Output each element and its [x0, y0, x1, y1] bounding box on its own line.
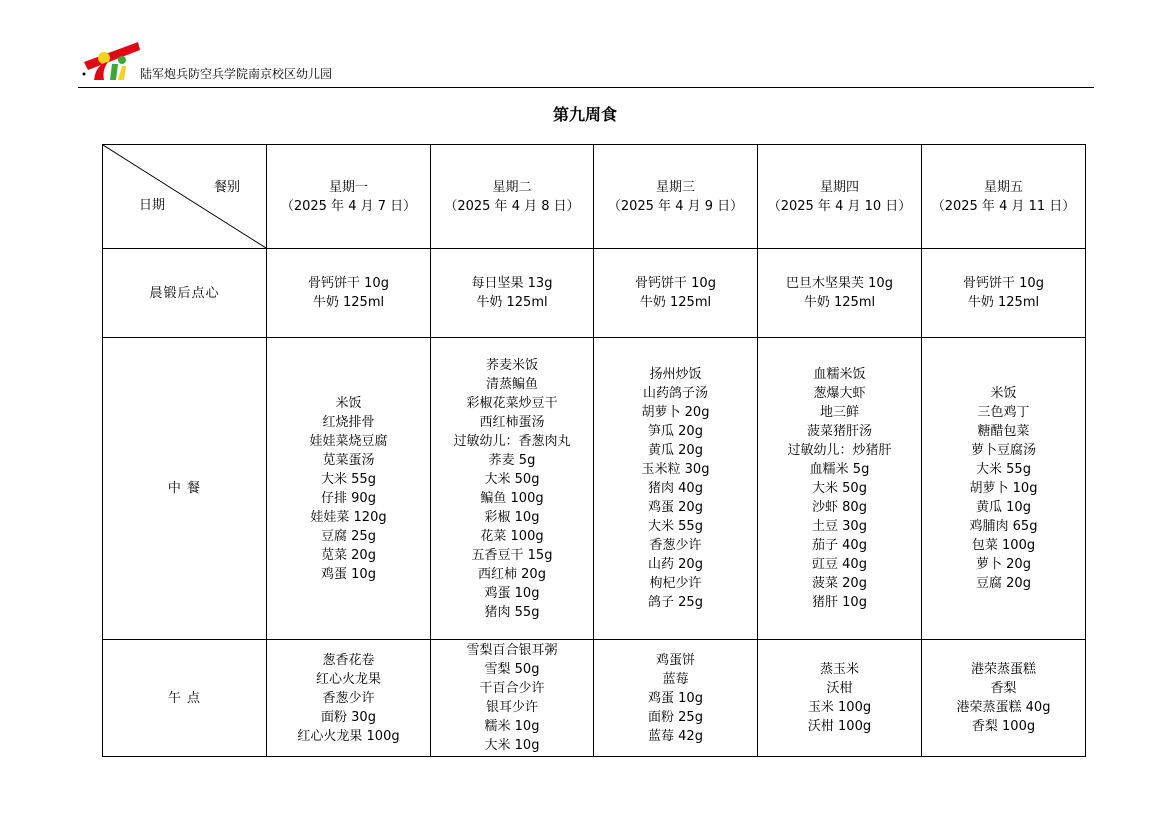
menu-item: 花菜 100g	[480, 528, 544, 544]
menu-item: 山药鸽子汤	[642, 386, 708, 401]
day-date: （2025 年 4 月 9 日）	[607, 198, 744, 214]
menu-item: 米饭	[335, 395, 362, 411]
menu-item: 红心火龙果 100g	[297, 728, 400, 744]
menu-item: 菠菜猪肝汤	[806, 424, 872, 439]
menu-item: 彩椒 10g	[484, 509, 540, 525]
day-name: 星期四	[819, 179, 859, 195]
diagonal-divider	[103, 145, 266, 248]
menu-item: 鸡蛋 20g	[648, 500, 703, 515]
menu-item: 包菜 100g	[971, 538, 1036, 553]
menu-item: 娃娃菜 120g	[310, 509, 387, 525]
meal-type-label: 餐别	[213, 180, 240, 195]
menu-item: 面粉 25g	[648, 709, 703, 725]
menu-item: 笋瓜 20g	[648, 424, 703, 439]
menu-item: 清蒸鳊鱼	[485, 376, 538, 392]
day-header-cell	[594, 145, 758, 249]
menu-item: 大米 50g	[484, 471, 540, 487]
menu-cell	[758, 249, 922, 338]
menu-item: 大米 10g	[484, 738, 540, 753]
menu-item: 沙虾 80g	[812, 500, 867, 515]
menu-item: 黄瓜 10g	[976, 500, 1031, 515]
menu-item: 港荣蒸蛋糕	[970, 662, 1036, 677]
menu-cell	[758, 640, 922, 757]
menu-item: 过敏幼儿：香葱肉丸	[453, 433, 571, 449]
menu-item: 三色鸡丁	[977, 405, 1030, 420]
menu-item: 血糯米 5g	[809, 462, 870, 477]
menu-cell	[758, 338, 922, 640]
menu-item: 鸡蛋饼	[655, 652, 695, 668]
menu-item: 大米 55g	[321, 471, 376, 487]
menu-item: 鸡蛋 10g	[484, 585, 540, 601]
menu-item: 胡萝卜 10g	[969, 481, 1038, 496]
menu-item: 豇豆 40g	[812, 557, 867, 572]
menu-item: 萝卜豆腐汤	[970, 443, 1036, 458]
menu-item: 香葱少许	[322, 690, 375, 706]
day-name: 星期三	[655, 179, 695, 195]
header-divider	[78, 87, 1094, 88]
menu-item: 牛奶 125ml	[476, 295, 548, 310]
day-name: 星期二	[492, 179, 532, 195]
menu-item: 茄子 40g	[812, 538, 867, 553]
day-header-cell	[431, 145, 594, 249]
menu-item: 血糯米饭	[813, 367, 866, 382]
menu-item: 香梨 100g	[971, 719, 1036, 734]
menu-item: 过敏幼儿：炒猪肝	[787, 443, 892, 458]
menu-item: 玉米粒 30g	[641, 462, 710, 477]
menu-item: 糯米 10g	[484, 719, 540, 734]
day-date: （2025 年 4 月 10 日）	[767, 198, 912, 214]
menu-item: 葱爆大虾	[813, 386, 866, 401]
school-name: 陆军炮兵防空兵学院南京校区幼儿园	[140, 67, 333, 81]
menu-item: 巴旦木坚果芙 10g	[786, 276, 893, 291]
menu-item: 大米 55g	[648, 519, 703, 534]
menu-cell	[594, 338, 758, 640]
menu-item: 苋菜蛋汤	[322, 452, 375, 468]
menu-item: 干百合少许	[479, 681, 545, 696]
menu-item: 米饭	[990, 386, 1017, 401]
menu-item: 红烧排骨	[322, 414, 375, 430]
menu-item: 彩椒花菜炒豆干	[466, 395, 558, 411]
menu-item: 沃柑	[826, 681, 853, 696]
menu-item: 港荣蒸蛋糕 40g	[956, 700, 1051, 715]
date-label: 日期	[139, 198, 166, 213]
menu-item: 糖醋包菜	[977, 424, 1030, 439]
menu-item: 猪肉 55g	[484, 604, 540, 620]
menu-item: 西红柿 20g	[478, 566, 546, 582]
day-name: 星期一	[328, 179, 368, 195]
menu-item: 雪梨 50g	[484, 662, 540, 677]
day-date: （2025 年 4 月 8 日）	[444, 198, 580, 214]
weekly-menu-table	[102, 144, 1086, 757]
menu-item: 猪肝 10g	[812, 595, 867, 610]
day-date: （2025 年 4 月 11 日）	[931, 198, 1076, 214]
menu-item: 枸杞少许	[649, 576, 702, 591]
menu-item: 胡萝卜 20g	[641, 405, 710, 420]
menu-item: 荞麦米饭	[485, 357, 538, 373]
menu-item: 面粉 30g	[321, 709, 376, 725]
menu-item: 牛奶 125ml	[803, 295, 876, 310]
meal-row-label: 晨锻后点心	[103, 249, 267, 338]
menu-item: 蓝莓	[662, 671, 689, 687]
menu-cell	[922, 249, 1086, 338]
day-date: （2025 年 4 月 7 日）	[280, 198, 417, 214]
meal-row-label: 午 点	[103, 640, 267, 757]
menu-item: 仔排 90g	[321, 490, 376, 506]
menu-item: 菠菜 20g	[812, 576, 867, 591]
menu-item: 红心火龙果	[315, 671, 381, 687]
menu-item: 牛奶 125ml	[967, 295, 1040, 310]
menu-item: 玉米 100g	[807, 700, 872, 715]
menu-cell	[922, 640, 1086, 757]
menu-item: 豆腐 20g	[976, 576, 1031, 591]
table-row	[103, 338, 1086, 640]
menu-item: 骨钙饼干 10g	[963, 276, 1044, 291]
menu-item: 骨钙饼干 10g	[635, 276, 716, 291]
menu-item: 鸡脯肉 65g	[969, 519, 1038, 534]
menu-item: 黄瓜 20g	[648, 443, 703, 458]
menu-item: 鸽子 25g	[648, 595, 703, 610]
menu-item: 山药 20g	[648, 557, 703, 572]
menu-item: 雪梨百合银耳粥	[466, 643, 558, 658]
menu-item: 萝卜 20g	[976, 557, 1031, 572]
table-row	[103, 249, 1086, 338]
menu-item: 猪肉 40g	[648, 481, 703, 496]
menu-item: 银耳少许	[485, 700, 538, 715]
menu-item: 苋菜 20g	[321, 547, 376, 563]
menu-item: 蒸玉米	[819, 662, 859, 677]
menu-item: 荞麦 5g	[488, 452, 536, 468]
menu-item: 沃柑 100g	[807, 719, 872, 734]
menu-item: 豆腐 25g	[321, 528, 376, 544]
menu-cell	[431, 338, 594, 640]
menu-item: 土豆 30g	[812, 519, 867, 534]
menu-item: 鸡蛋 10g	[321, 566, 376, 582]
menu-cell	[431, 249, 594, 338]
menu-cell	[267, 249, 431, 338]
menu-cell	[267, 338, 431, 640]
menu-item: 香梨	[990, 681, 1017, 696]
corner-header-cell	[103, 145, 267, 249]
menu-item: 大米 50g	[812, 481, 867, 496]
day-header-cell	[922, 145, 1086, 249]
menu-item: 娃娃菜烧豆腐	[309, 433, 388, 449]
menu-item: 骨钙饼干 10g	[308, 276, 389, 291]
menu-item: 地三鲜	[819, 405, 859, 420]
menu-cell	[431, 640, 594, 757]
menu-item: 鸡蛋 10g	[648, 690, 703, 706]
menu-item: 蓝莓 42g	[648, 728, 703, 744]
menu-item: 鳊鱼 100g	[480, 490, 544, 506]
page-title: 第九周食	[552, 105, 617, 124]
menu-cell	[267, 640, 431, 757]
menu-item: 扬州炒饭	[649, 367, 702, 382]
day-name: 星期五	[983, 179, 1023, 195]
menu-item: 香葱少许	[649, 538, 702, 553]
day-header-cell	[758, 145, 922, 249]
menu-cell	[594, 249, 758, 338]
table-row	[103, 640, 1086, 757]
menu-item: 牛奶 125ml	[639, 295, 712, 310]
kindergarten-logo-icon	[80, 40, 140, 82]
menu-cell	[922, 338, 1086, 640]
menu-item: 每日坚果 13g	[471, 276, 553, 291]
menu-item: 大米 55g	[976, 462, 1031, 477]
menu-item: 牛奶 125ml	[312, 295, 385, 310]
menu-item: 五香豆干 15g	[471, 547, 553, 563]
meal-row-label: 中 餐	[103, 338, 267, 640]
menu-item: 西红柿蛋汤	[479, 414, 545, 430]
menu-item: 葱香花卷	[322, 652, 375, 668]
menu-cell	[594, 640, 758, 757]
table-header-row	[103, 145, 1086, 249]
day-header-cell	[267, 145, 431, 249]
